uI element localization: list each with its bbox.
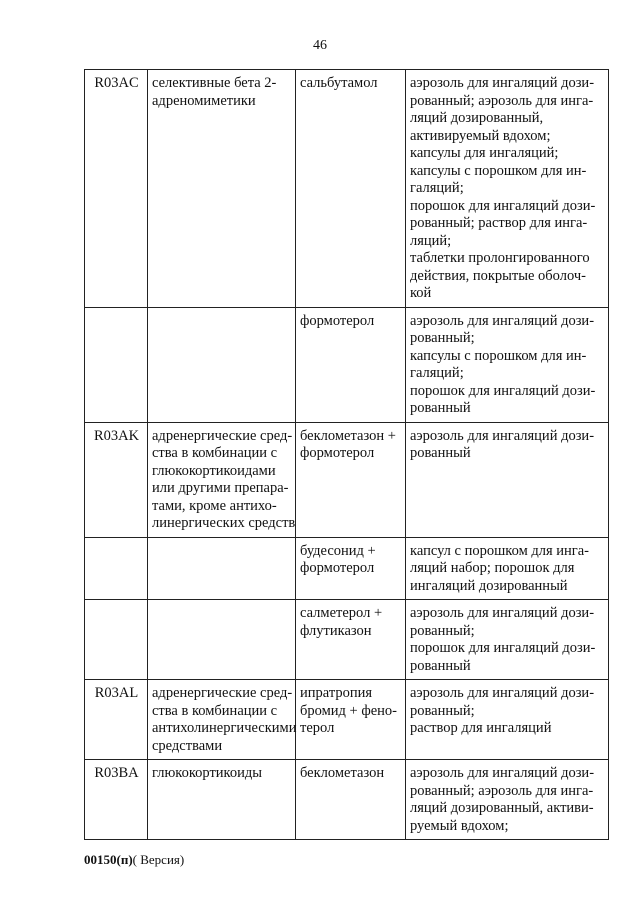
dosage-form-cell [406, 680, 609, 760]
dosage-form-line: ляций набор; порошок для [410, 560, 575, 576]
table-row [85, 600, 609, 680]
drug-name-cell [296, 600, 406, 680]
dosage-form-cell [406, 537, 609, 600]
pharmacological-group-line: селективные бета 2- [152, 75, 277, 91]
dosage-form-line: рованный; [410, 702, 475, 719]
pharmacological-group-line: ства в комбинации с [152, 702, 278, 719]
drug-name-line: бромид + фено- [300, 702, 398, 719]
dosage-form-line: ляций; [410, 232, 452, 249]
drug-name-line: беклометазон [300, 765, 385, 781]
table-row [85, 422, 609, 537]
table-row [85, 537, 609, 600]
drug-name-line: формотерол [300, 445, 375, 461]
dosage-form-line: раствор для ингаляций [410, 720, 552, 736]
table-body [85, 70, 609, 840]
drug-name-cell [296, 422, 406, 537]
drug-name-cell [296, 760, 406, 840]
pharmacological-group-line: или другими препара- [152, 480, 289, 496]
dosage-form-line: капсулы с порошком для ин- [410, 162, 587, 179]
dosage-form-line: рованный; [410, 330, 475, 346]
dosage-form-line: порошок для ингаляций дози- [410, 640, 596, 656]
pharmacological-group-cell [148, 307, 296, 422]
drug-name-cell [296, 680, 406, 760]
table-row [85, 760, 609, 840]
dosage-form-cell [406, 422, 609, 537]
atc-code-cell [85, 600, 148, 680]
dosage-form-line: порошок для ингаляций дози- [410, 382, 596, 399]
dosage-form-line: ляций дозированный, активи- [410, 800, 594, 816]
dosage-form-line: действия, покрытые оболоч- [410, 267, 586, 284]
table-row [85, 70, 609, 308]
table-row [85, 680, 609, 760]
page-number: 46 [313, 38, 327, 53]
drug-name-line: ипратропия [300, 685, 373, 701]
pharmacological-group-line: глюкокортикоидами [152, 462, 276, 479]
drug-table [84, 69, 609, 840]
dosage-form-line: капсул с порошком для инга- [410, 542, 590, 559]
pharmacological-group-cell [148, 70, 296, 308]
atc-code-cell: R03AL [85, 680, 148, 760]
dosage-form-line: аэрозоль для ингаляций дози- [410, 312, 595, 329]
footer [84, 852, 184, 868]
atc-code-cell: R03AK [85, 422, 148, 537]
pharmacological-group-line: средствами [152, 737, 223, 754]
drug-name-line: будесонид + [300, 542, 376, 559]
dosage-form-line: рованный; аэрозоль для инга- [410, 92, 594, 109]
dosage-form-cell [406, 600, 609, 680]
atc-code-cell: R03BA [85, 760, 148, 840]
dosage-form-line: рованный [410, 657, 471, 674]
dosage-form-cell [406, 307, 609, 422]
dosage-form-line: капсулы с порошком для ин- [410, 347, 587, 364]
dosage-form-line: ингаляций дозированный [410, 577, 568, 594]
dosage-form-line: рованный; [410, 622, 475, 639]
dosage-form-line: кой [410, 285, 432, 301]
dosage-form-line: таблетки пролонгированного [410, 250, 590, 266]
drug-name-line: терол [300, 720, 335, 736]
dosage-form-line: галяций; [410, 365, 464, 381]
dosage-form-line: аэрозоль для ингаляций дози- [410, 75, 595, 91]
dosage-form-line: рованный; аэрозоль для инга- [410, 782, 594, 799]
pharmacological-group-cell [148, 422, 296, 537]
pharmacological-group-line: адренергические сред- [152, 427, 293, 444]
dosage-form-line: аэрозоль для ингаляций дози- [410, 427, 595, 444]
dosage-form-line: капсулы для ингаляций; [410, 145, 559, 161]
pharmacological-group-line: адренергические сред- [152, 685, 293, 701]
pharmacological-group-line: ства в комбинации с [152, 445, 278, 461]
drug-name-line: сальбутамол [300, 75, 378, 91]
dosage-form-cell [406, 760, 609, 840]
drug-name-line: салметерол + [300, 605, 383, 621]
drug-name-cell [296, 70, 406, 308]
dosage-form-line: аэрозоль для ингаляций дози- [410, 685, 595, 701]
pharmacological-group-cell [148, 600, 296, 680]
pharmacological-group-line: линергических средств [152, 515, 296, 531]
drug-name-cell [296, 307, 406, 422]
dosage-form-line: аэрозоль для ингаляций дози- [410, 605, 595, 621]
pharmacological-group-line: глюкокортикоиды [152, 765, 262, 781]
drug-name-line: флутиказон [300, 622, 372, 639]
dosage-form-line: ляций дозированный, [410, 110, 544, 126]
table-row [85, 307, 609, 422]
pharmacological-group-cell [148, 537, 296, 600]
drug-name-line: беклометазон + [300, 427, 396, 444]
dosage-form-line: рованный [410, 445, 471, 461]
dosage-form-line: активируемый вдохом; [410, 127, 551, 144]
dosage-form-line: галяций; [410, 180, 464, 196]
dosage-form-line: порошок для ингаляций дози- [410, 197, 596, 214]
dosage-form-line: рованный [410, 400, 471, 416]
atc-code-cell [85, 307, 148, 422]
pharmacological-group-line: адреномиметики [152, 92, 256, 109]
pharmacological-group-line: тами, кроме антихо- [152, 497, 277, 514]
pharmacological-group-cell [148, 680, 296, 760]
footer-label: ( Версия) [132, 852, 185, 867]
pharmacological-group-cell [148, 760, 296, 840]
pharmacological-group-line: антихолинергическими [152, 720, 297, 736]
dosage-form-cell [406, 70, 609, 308]
drug-name-cell [296, 537, 406, 600]
footer-code: 00150(п) [84, 852, 133, 867]
drug-name-line: формотерол [300, 560, 375, 576]
atc-code-cell: R03AC [85, 70, 148, 308]
dosage-form-line: аэрозоль для ингаляций дози- [410, 765, 595, 781]
atc-code-cell [85, 537, 148, 600]
dosage-form-line: рованный; раствор для инга- [410, 215, 588, 231]
drug-name-line: формотерол [300, 312, 375, 329]
dosage-form-line: руемый вдохом; [410, 817, 509, 834]
